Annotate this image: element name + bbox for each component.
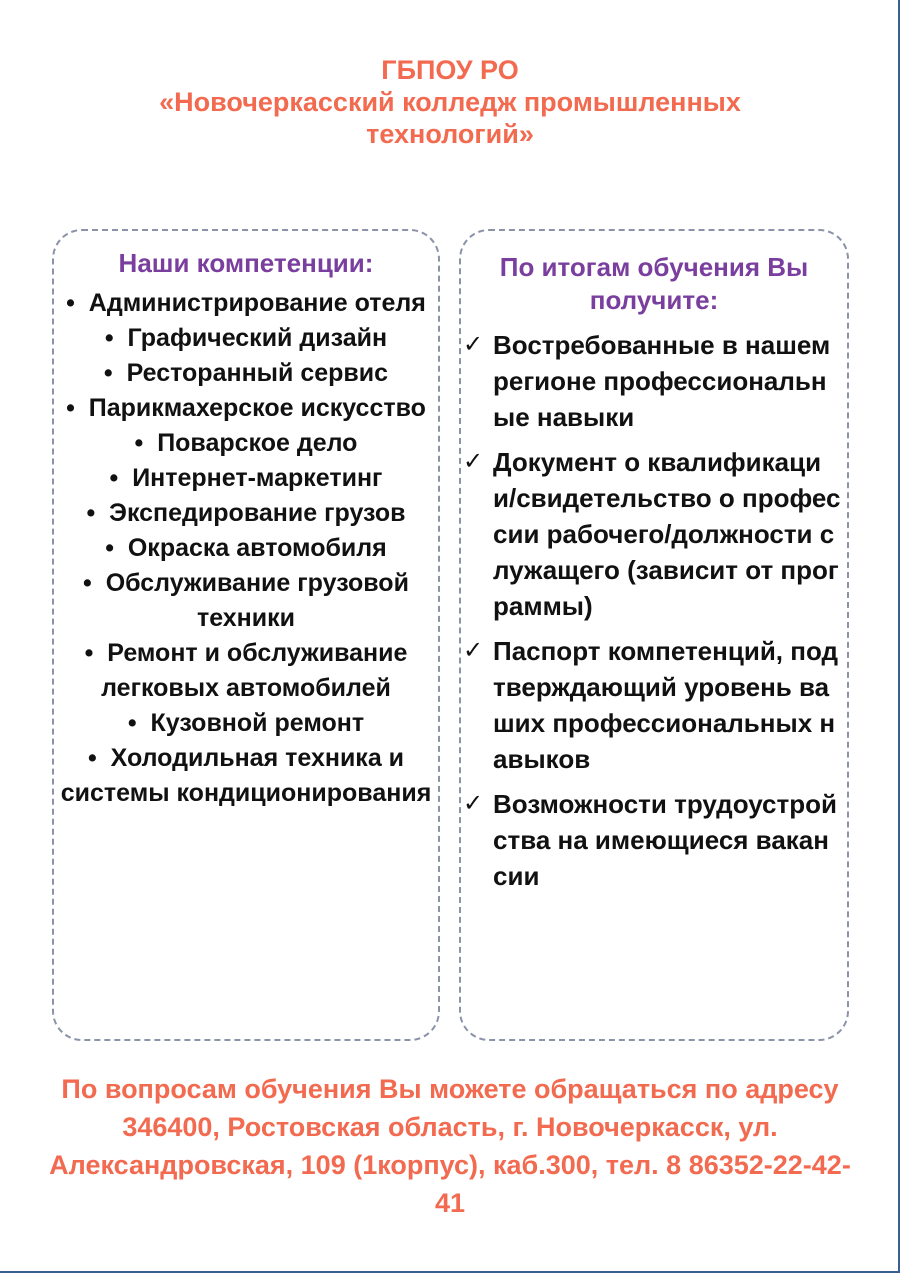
results-panel	[459, 229, 849, 1041]
check-icon: ✓	[463, 637, 484, 664]
list-item: • Администрирование отеля	[54, 286, 438, 321]
list-item: • Холодильная техника и системы кондиционирования	[54, 741, 438, 811]
list-item: • Обслуживание грузовой техники	[54, 566, 438, 636]
result-text: Документ о квалификации/свидетельство о профессии рабочего/должности служащего (зависит от программы)	[493, 447, 841, 621]
list-item: • Экспедирование грузов	[54, 496, 438, 531]
list-item	[461, 786, 847, 894]
competencies-panel	[52, 229, 440, 1041]
check-icon: ✓	[463, 331, 484, 358]
list-item	[461, 327, 847, 435]
list-item: • Окраска автомобиля	[54, 531, 438, 566]
list-item: • Парикмахерское искусство	[54, 391, 438, 426]
list-item	[461, 444, 847, 624]
list-item: • Кузовной ремонт	[54, 706, 438, 741]
list-item: • Интернет-маркетинг	[54, 461, 438, 496]
result-text: Возможности трудоустройства на имеющиеся вакансии	[493, 789, 837, 891]
contact-info: По вопросам обучения Вы можете обращаться по адресу 346400, Ростовская область, г. Новочеркасск, ул. Александровская, 109 (1корпус), каб.300, тел. 8 86352-22-42-41	[49, 1074, 851, 1218]
results-list	[461, 327, 847, 894]
result-text: Востребованные в нашем регионе профессиональные навыки	[493, 330, 831, 432]
list-item: • Ресторанный сервис	[54, 356, 438, 391]
check-icon: ✓	[463, 790, 484, 817]
list-item: • Ремонт и обслуживание легковых автомобилей	[54, 636, 438, 706]
org-abbrev: ГБПОУ РО	[381, 55, 519, 85]
list-item: • Графический дизайн	[54, 321, 438, 356]
header	[0, 54, 900, 150]
competencies-title: Наши компетенции:	[118, 248, 374, 278]
check-icon: ✓	[463, 448, 484, 475]
result-text: Паспорт компетенций, подтверждающий уровень ваших профессиональных навыков	[493, 636, 838, 774]
results-title: По итогам обучения Вы получите:	[499, 252, 809, 315]
org-name: «Новочеркасский колледж промышленных технологий»	[159, 87, 741, 149]
list-item: • Поварское дело	[54, 426, 438, 461]
list-item	[461, 633, 847, 777]
competencies-list	[54, 286, 438, 811]
